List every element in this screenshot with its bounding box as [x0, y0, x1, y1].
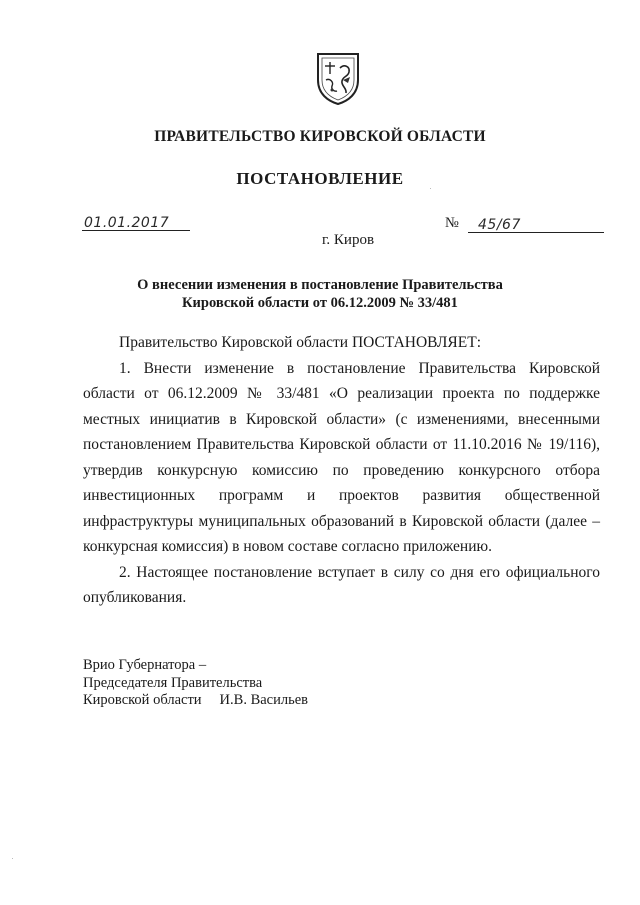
item-1: 1. Внести изменение в постановление Правительства Кировской области от 06.12.2009 № 33/481 «О реализации проекта по поддержке местных инициатив в Кировской области» (с изменениями, внесенными постановлением Правительства Кировской области от 11.10.2016 № 19/116), утвердив конкурсную комиссию по проведению конкурсного отбора инвестиционных программ и проектов развития общественной инфраструктуры муниципальных образований в Кировской области (далее – конкурсная комиссия) в новом составе согласно приложению. — [83, 359, 600, 555]
scan-artifact — [430, 188, 431, 189]
subject-line-2: Кировской области от 06.12.2009 № 33/481 — [182, 295, 458, 311]
number-field — [468, 216, 604, 233]
document-subject — [0, 276, 640, 312]
number-label: № — [445, 215, 459, 231]
signature-position-line-3 — [83, 692, 308, 710]
signature-position-line-1: Врио Губернатора – — [83, 657, 207, 673]
government-title: ПРАВИТЕЛЬСТВО КИРОВСКОЙ ОБЛАСТИ — [154, 128, 486, 145]
document-type-title: ПОСТАНОВЛЕНИЕ — [236, 169, 404, 188]
signatory-name: И.В. Васильев — [219, 692, 308, 708]
signature-block — [83, 657, 308, 710]
handwritten-date: 01.01.2017 — [84, 215, 170, 231]
signature-position-line-2: Председателя Правительства — [83, 674, 263, 691]
scan-artifact — [12, 858, 13, 859]
item-2: 2. Настоящее постановление вступает в силу со дня его официального опубликования. — [83, 563, 600, 606]
coat-of-arms-icon — [312, 50, 364, 106]
signature-region: Кировской области — [83, 692, 202, 708]
place-of-issue: г. Киров — [321, 232, 375, 248]
preamble: Правительство Кировской области ПОСТАНОВЛЯЕТ: — [119, 334, 482, 351]
document-body — [83, 330, 600, 611]
handwritten-number: 45/67 — [478, 217, 521, 233]
date-field — [82, 214, 190, 231]
subject-line-1: О внесении изменения в постановление Правительства — [137, 277, 503, 293]
